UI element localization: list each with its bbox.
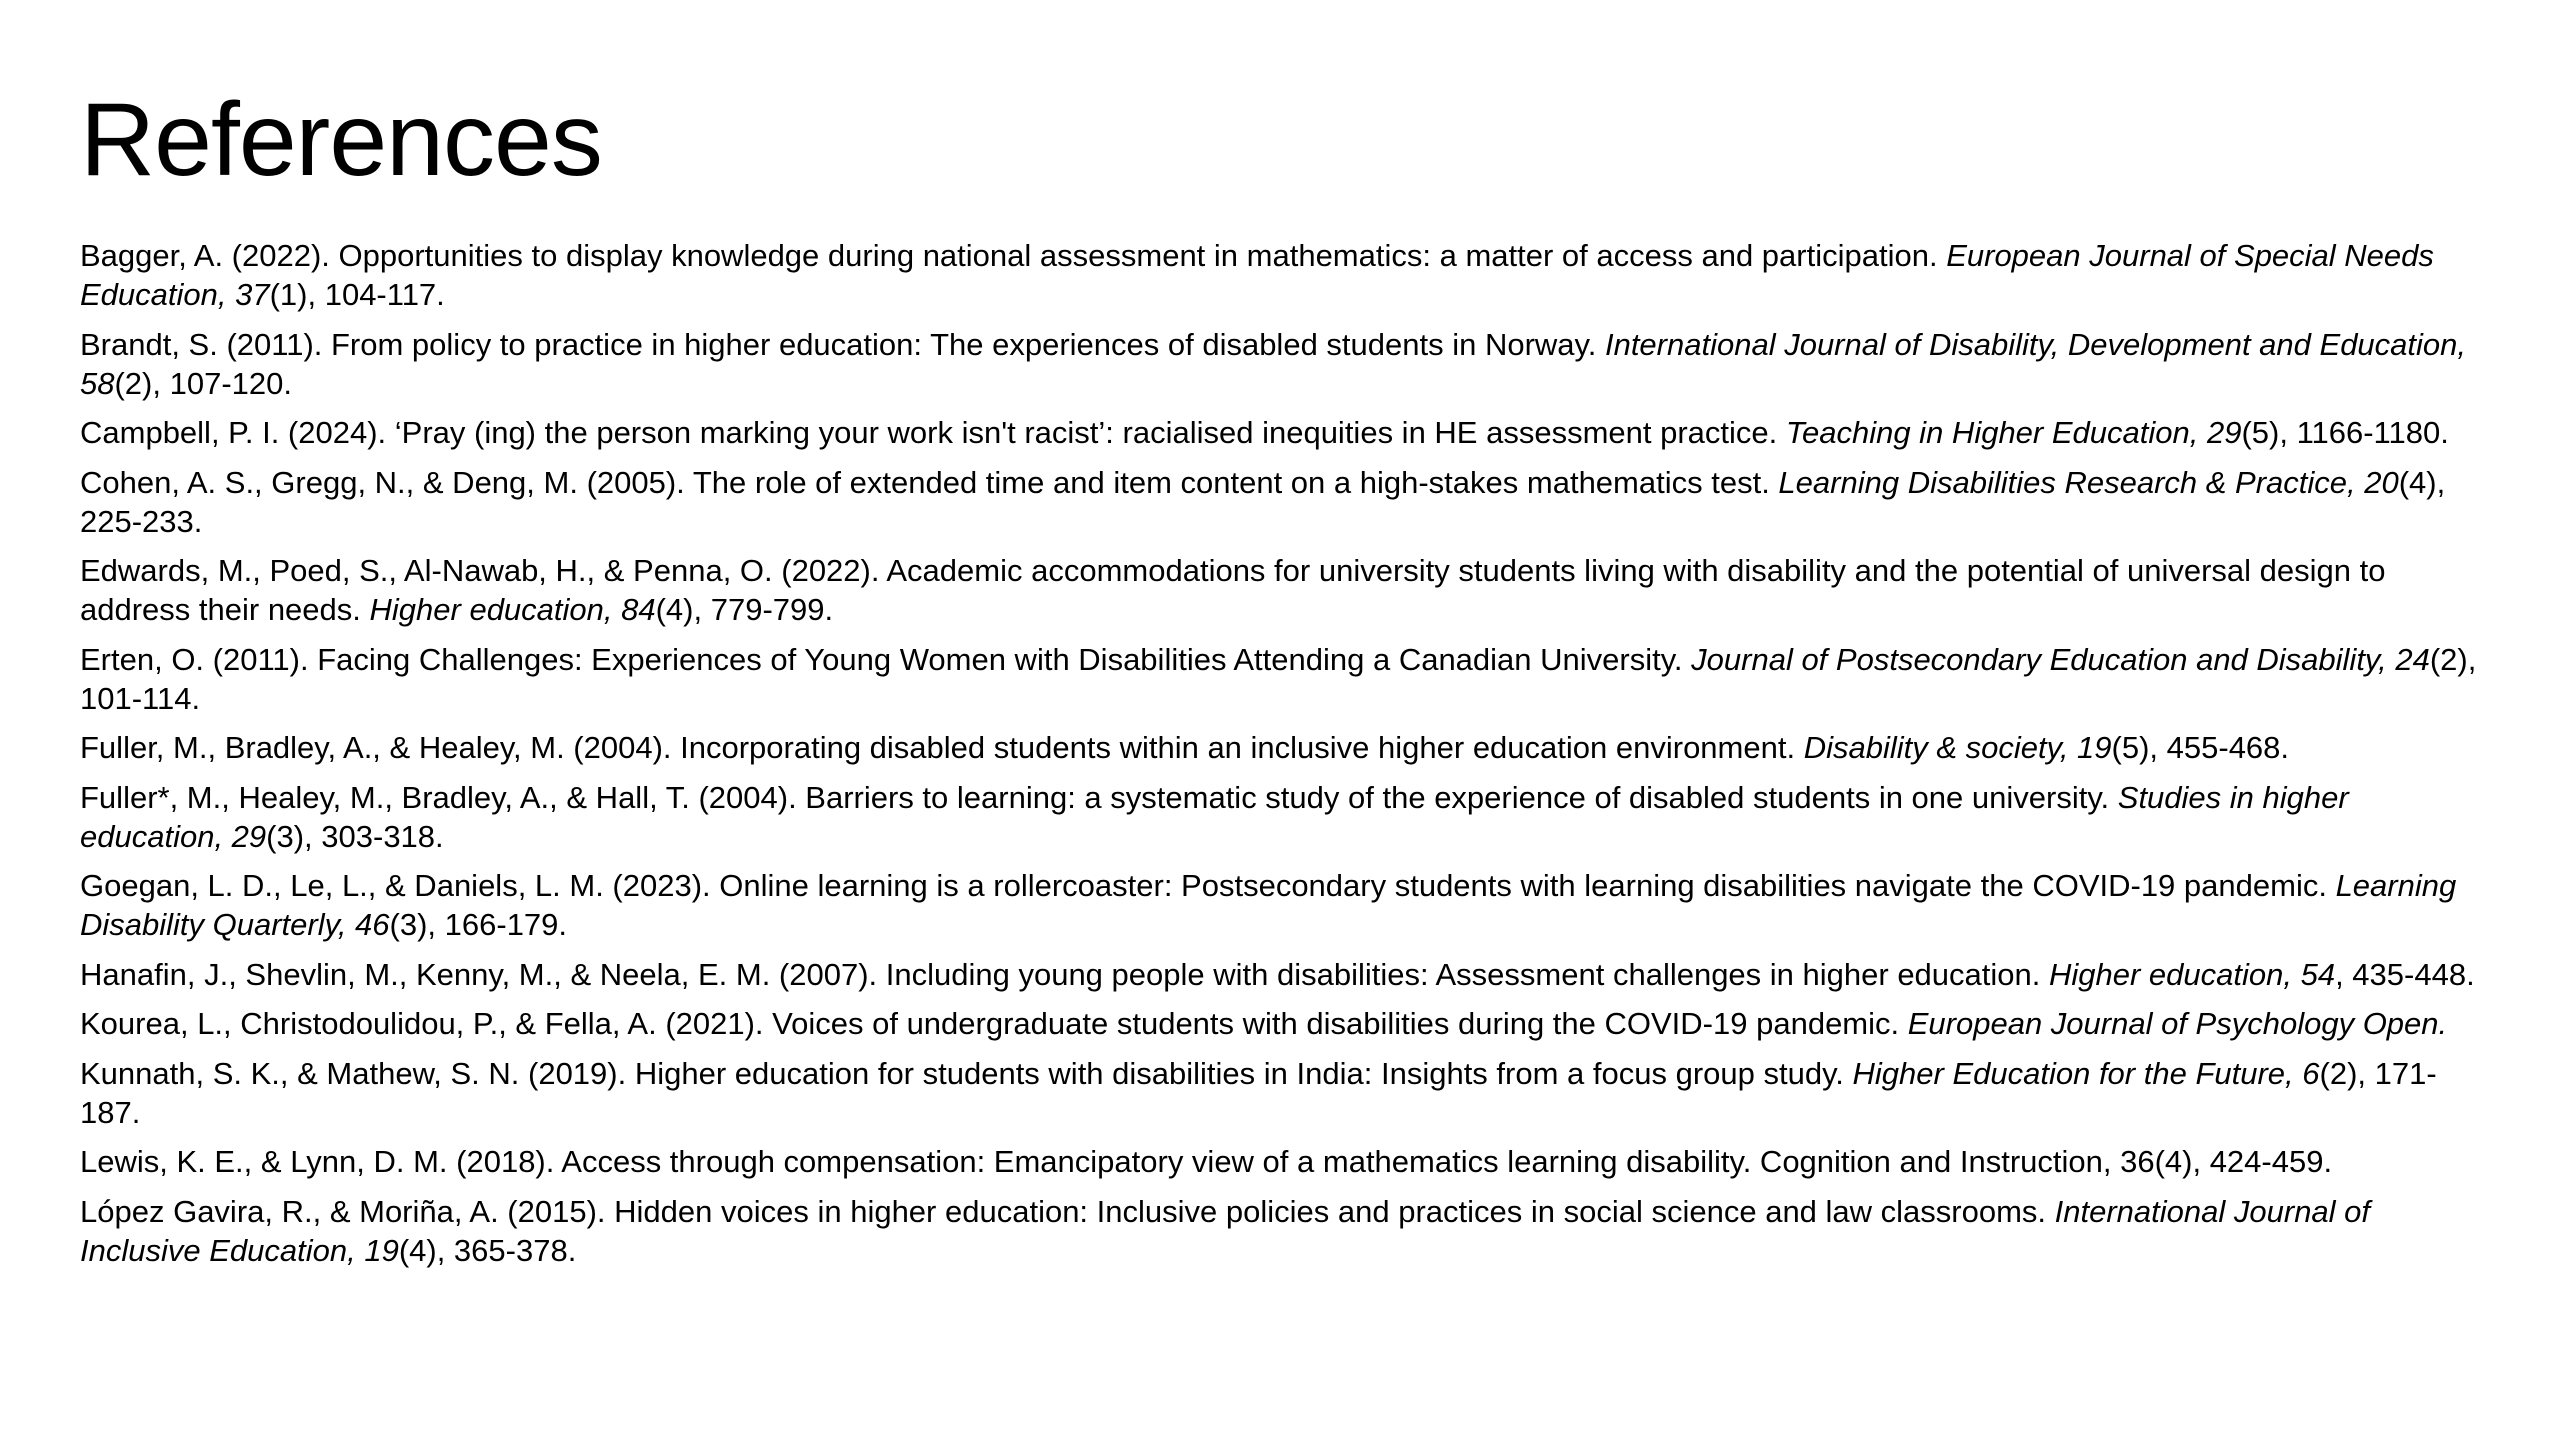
reference-item [80,1192,2480,1270]
reference-item [80,463,2480,541]
page-title: References [80,82,602,198]
reference-details: (5), 1166-1180. [2241,415,2449,450]
reference-text: Edwards, M., Poed, S., Al-Nawab, H., & Penna, O. (2022). Academic accommodations for university students living with disability and the potential of universal design to address their needs. [80,553,2386,627]
reference-journal: Teaching in Higher Education, 29 [1785,415,2242,450]
reference-text: Erten, O. (2011). Facing Challenges: Experiences of Young Women with Disabilities Attending a Canadian University. [80,641,1692,677]
reference-journal: Learning Disability Quarterly, 46 [80,868,2457,942]
reference-item [80,778,2480,856]
reference-details: (5), 455-468. [2111,730,2290,765]
reference-journal: International Journal of Disability, Development and Education, 58 [80,326,2467,401]
reference-details: (2), 171-187. [80,1055,2437,1130]
reference-text: Lewis, K. E., & Lynn, D. M. (2018). Access through compensation: Emancipatory view of a mathematics learning disability. Cognition and Instruction, 36(4), 424-459. [80,1144,2333,1179]
reference-details: (2), 107-120. [114,365,292,401]
reference-details: , 435-448. [2335,956,2475,992]
reference-journal: Higher education, 84 [369,592,656,627]
reference-journal: International Journal of Inclusive Education, 19 [80,1193,2371,1268]
reference-details: (4), 225-233. [80,464,2446,539]
reference-item [80,236,2480,314]
reference-item [80,551,2480,629]
reference-list [80,236,2480,1280]
reference-details: (3), 166-179. [389,907,568,942]
reference-text: Campbell, P. I. (2024). ‘Pray (ing) the person marking your work isn't racist’: racialised inequities in HE assessment practice. [80,415,1786,450]
reference-text: López Gavira, R., & Moriña, A. (2015). Hidden voices in higher education: Inclusive policies and practices in social science and law classrooms. [80,1193,2055,1229]
reference-item [80,640,2480,718]
reference-journal: Higher Education for the Future, 6 [1852,1055,2320,1091]
reference-journal: Learning Disabilities Research & Practice, 20 [1778,464,2399,500]
reference-text: Kunnath, S. K., & Mathew, S. N. (2019). Higher education for students with disabilities in India: Insights from a focus group study. [80,1055,1853,1091]
reference-item [80,325,2480,403]
reference-text: Brandt, S. (2011). From policy to practice in higher education: The experiences of disabled students in Norway. [80,326,1605,362]
reference-item [80,728,2480,767]
reference-item [80,866,2480,944]
reference-item [80,1004,2480,1043]
reference-item [80,1054,2480,1132]
reference-text: Kourea, L., Christodoulidou, P., & Fella, A. (2021). Voices of undergraduate students with disabilities during the COVID-19 pandemic. [80,1006,1908,1041]
reference-item [80,955,2480,994]
reference-text: Goegan, L. D., Le, L., & Daniels, L. M. (2023). Online learning is a rollercoaster: Postsecondary students with learning disabilities navigate the COVID-19 pandemic. [80,868,2336,903]
reference-journal: European Journal of Psychology Open. [1907,1006,2448,1041]
reference-journal: European Journal of Special Needs Education, 37 [80,238,2434,312]
reference-text: Bagger, A. (2022). Opportunities to display knowledge during national assessment in mathematics: a matter of access and participation. [80,238,1947,273]
reference-details: (4), 365-378. [398,1232,577,1268]
reference-details: (3), 303-318. [266,818,444,854]
reference-journal: Journal of Postsecondary Education and Disability, 24 [1691,641,2430,677]
reference-details: (4), 779-799. [655,592,834,627]
reference-text: Hanafin, J., Shevlin, M., Kenny, M., & Neela, E. M. (2007). Including young people with disabilities: Assessment challenges in higher education. [80,956,2049,992]
reference-text: Cohen, A. S., Gregg, N., & Deng, M. (2005). The role of extended time and item content on a high-stakes mathematics test. [80,464,1779,500]
reference-text: Fuller, M., Bradley, A., & Healey, M. (2004). Incorporating disabled students within an inclusive higher education environment. [80,730,1804,765]
reference-item [80,413,2480,452]
reference-text: Fuller*, M., Healey, M., Bradley, A., & Hall, T. (2004). Barriers to learning: a systematic study of the experience of disabled students in one university. [80,779,2118,815]
reference-journal: Disability & society, 19 [1803,730,2112,765]
reference-journal: Higher education, 54 [2048,956,2336,992]
reference-journal: Studies in higher education, 29 [80,779,2349,854]
reference-item [80,1142,2480,1181]
reference-details: (1), 104-117. [269,277,445,312]
reference-details: (2), 101-114. [80,641,2477,716]
